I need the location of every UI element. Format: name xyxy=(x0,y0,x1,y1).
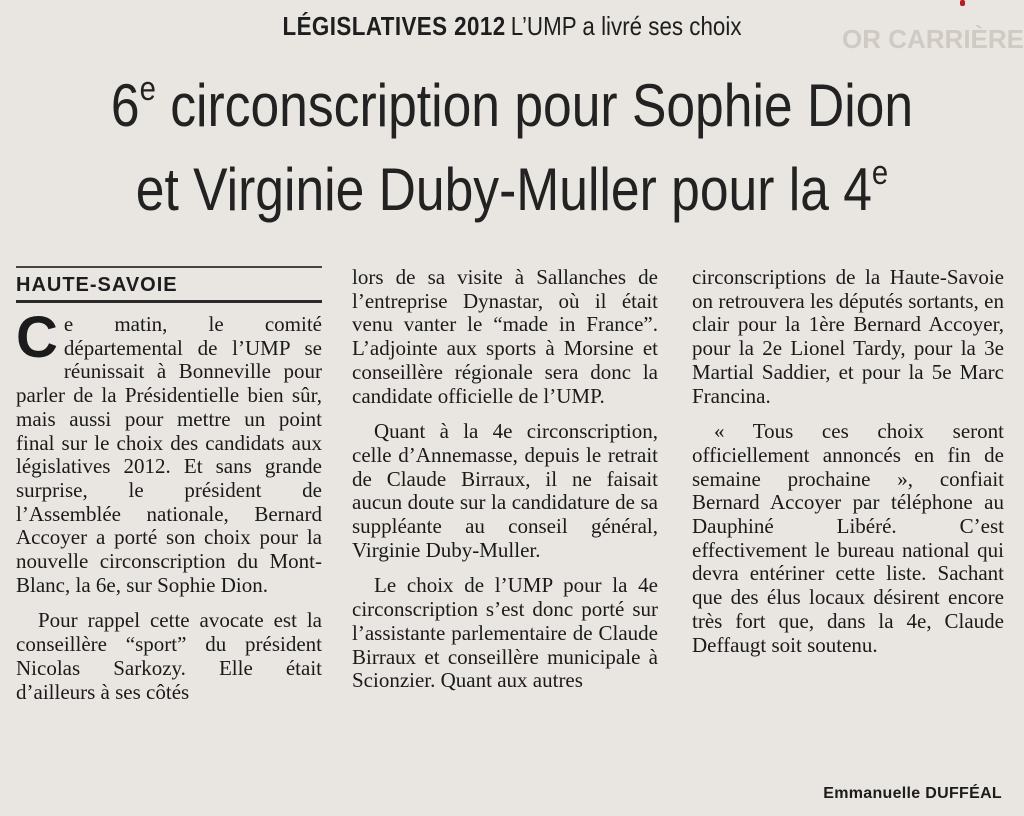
headline-line-1 xyxy=(72,64,953,148)
paragraph: Le choix de l’UMP pour la 4e circonscription s’est donc porté sur l’assistante parlementaire de Claude Birraux et conseillère municipale à Scionzier. Quant aux autres xyxy=(352,573,658,693)
headline-line-2 xyxy=(72,148,953,232)
ink-mark xyxy=(960,0,965,6)
article-column-1 xyxy=(16,313,322,813)
paragraph-text: e matin, le comité départemental de l’UMP se réunissait à Bonneville pour parler de la Présidentielle bien sûr, mais aussi pour mettre un point final sur le choix des candidats aux législatives 2012. Et sans grande surprise, le président de l’Assemblée nationale, Bernard Accoyer a porté son choix pour la nouvelle circonscription du Mont-Blanc, la 6e, sur Sophie Dion. xyxy=(16,313,322,597)
paragraph: circonscriptions de la Haute-Savoie on retrouvera les députés sortants, en clair pour la 1ère Bernard Accoyer, pour la 2e Lionel Tardy, pour la 3e Martial Saddier, et pour la 5e Marc Francina. xyxy=(692,266,1004,408)
article-headline xyxy=(0,64,1024,248)
kicker-section: LÉGISLATIVES 2012 xyxy=(282,11,506,41)
byline: Emmanuelle DUFFÉAL xyxy=(823,785,1002,802)
rubric-rule xyxy=(16,266,322,268)
kicker-subtitle: L’UMP a livré ses choix xyxy=(510,11,742,41)
headline-superscript: e xyxy=(139,70,156,108)
paragraph: lors de sa visite à Sallanches de l’entreprise Dynastar, où il était venu vanter le “made in France”. L’adjointe aux sports à Morsine et conseillère régionale sera donc la candidate officielle de l’UMP. xyxy=(352,266,658,408)
headline-line-1-text: circonscription pour Sophie Dion xyxy=(155,72,914,139)
drop-cap: C xyxy=(16,313,58,370)
paragraph: Pour rappel cette avocate est la conseillère “sport” du président Nicolas Sarkozy. Elle était d’ailleurs à ses côtés xyxy=(16,608,322,704)
article-column-3 xyxy=(692,266,1004,766)
headline-superscript-2: e xyxy=(871,154,889,192)
paragraph: « Tous ces choix seront officiellement annoncés en fin de semaine prochaine », confiait Bernard Accoyer par téléphone au Dauphiné Libéré. C’est effectivement le bureau national qui devra entériner cette liste. Sachant que des élus locaux désirent encore très fort que, dans la 4e, Claude Deffaugt soit soutenu. xyxy=(692,419,1004,657)
paragraph: Quant à la 4e circonscription, celle d’Annemasse, depuis le retrait de Claude Birraux, il ne faisait aucun doute sur la candidature de sa suppléante au conseil général, Virginie Duby-Muller. xyxy=(352,419,658,562)
article-column-2 xyxy=(352,266,658,766)
section-rubric: HAUTE-SAVOIE xyxy=(16,270,322,303)
paragraph xyxy=(16,313,322,597)
article-kicker xyxy=(72,6,953,46)
adjacent-article-ghost-text: OR CARRIÈRE xyxy=(841,24,1024,54)
headline-number: 6 xyxy=(110,72,140,139)
headline-line-2-text: et Virginie Duby-Muller pour la 4 xyxy=(135,156,872,223)
